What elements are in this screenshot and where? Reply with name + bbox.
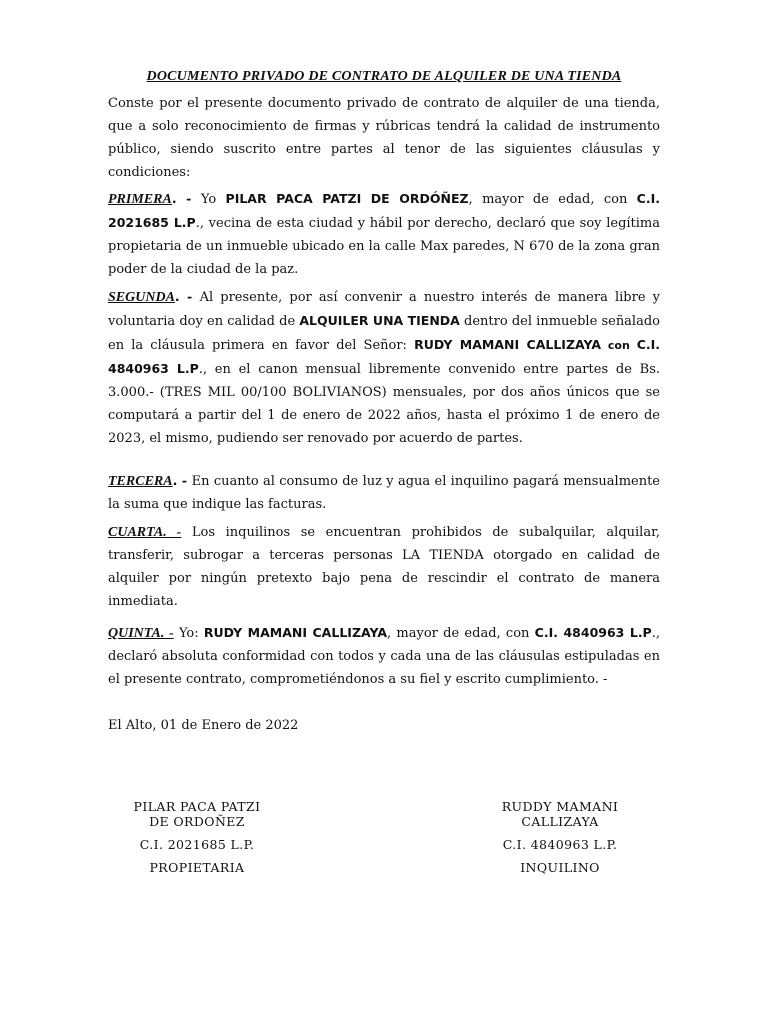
tenant-signature-name-2: CALLIZAYA	[521, 814, 599, 829]
clause-primera-dash: . -	[171, 191, 201, 206]
tenant-name: RUDY MAMANI CALLIZAYA	[203, 625, 388, 640]
owner-signature-name-2: DE ORDOÑEZ	[149, 814, 245, 829]
intro-paragraph: Conste por el presente documento privado de contrato de alquiler de una tienda, que a solo reconocimiento de firmas y rúbricas tendrá la calidad de instrumento público, siendo suscrito entre partes al tenor de las siguientes cláusulas y condiciones:	[108, 96, 660, 180]
clause-cuarta-heading: CUARTA. -	[108, 525, 182, 540]
tenant-signature-ci: C.I. 4840963 L.P.	[502, 837, 618, 852]
clause-quinta	[108, 621, 660, 691]
owner-signature-role: PROPIETARIA	[149, 860, 245, 875]
clause-text: Al presente, por así convenir a nuestro interés de manera libre y voluntaria doy en calidad de	[108, 290, 661, 329]
clause-text: , mayor de edad, con	[468, 192, 637, 207]
tenant-signature-name-1: RUDDY MAMANI	[501, 799, 619, 814]
signature-block-owner	[97, 799, 297, 875]
clause-text: ., vecina de esta ciudad y hábil por derecho, declaró que soy legítima propietaria de un inmueble ubicado en la calle Max paredes, N 670 de la zona gran poder de la ciudad de la paz.	[108, 216, 661, 277]
clause-text: Yo:	[173, 626, 204, 641]
clause-primera	[108, 187, 660, 281]
tenant-ci: C.I. 4840963 L.P	[108, 337, 661, 376]
clause-text: con	[601, 339, 637, 352]
tenant-signature-role: INQUILINO	[520, 860, 600, 875]
clause-primera-heading: PRIMERA	[108, 192, 172, 207]
clause-text: Los inquilinos se encuentran prohibidos de subalquilar, alquilar, transferir, subrogar a terceras personas LA TIENDA otorgado en calidad de alquiler por ningún pretexto bajo pena de rescindir el contrato de manera inmediata.	[108, 525, 661, 609]
clause-text: , mayor de edad, con	[387, 626, 535, 641]
clause-text: En cuanto al consumo de luz y agua el inquilino pagará mensualmente la suma que indique las facturas.	[108, 474, 661, 512]
owner-ci: C.I. 2021685 L.P	[108, 191, 660, 230]
date-line: El Alto, 01 de Enero de 2022	[108, 718, 299, 733]
signature-block-tenant	[460, 799, 660, 875]
owner-signature-ci: C.I. 2021685 L.P.	[139, 837, 255, 852]
owner-signature-name-1: PILAR PACA PATZI	[133, 799, 261, 814]
tenant-ci: C.I. 4840963 L.P	[534, 625, 652, 640]
clause-tercera-dash: . -	[172, 473, 192, 488]
document-title: DOCUMENTO PRIVADO DE CONTRATO DE ALQUILER DE UNA TIENDA	[146, 69, 622, 84]
clause-tercera-heading: TERCERA	[108, 474, 173, 489]
clause-text: ., declaró absoluta conformidad con todos y cada una de las cláusulas estipuladas en el presente contrato, comprometiéndonos a su fiel y escrito cumplimiento. -	[108, 626, 660, 687]
tenant-name: RUDY MAMANI CALLIZAYA	[414, 337, 602, 352]
owner-name: PILAR PACA PATZI DE ORDÓÑEZ	[225, 191, 469, 206]
clause-cuarta	[108, 521, 660, 613]
clause-text: Yo	[200, 192, 226, 207]
clause-quinta-heading: QUINTA. -	[108, 626, 174, 641]
clause-segunda-heading: SEGUNDA	[108, 290, 175, 305]
clause-text: ., en el canon mensual libremente convenido entre partes de Bs. 3.000.- (TRES MIL 00/100 BOLIVIANOS) mensuales, por dos años únicos que se computará a partir del 1 de enero de 2022 años, hasta el próximo 1 de enero de 2023, el mismo, pudiendo ser renovado por acuerdo de partes.	[108, 362, 661, 446]
clause-text: dentro del inmueble señalado en la cláusula primera en favor del Señor:	[108, 314, 660, 353]
clause-segunda-dash: . -	[174, 289, 200, 304]
clause-segunda	[108, 285, 660, 450]
clause-tercera	[108, 469, 660, 516]
rental-object: ALQUILER UNA TIENDA	[299, 313, 460, 328]
